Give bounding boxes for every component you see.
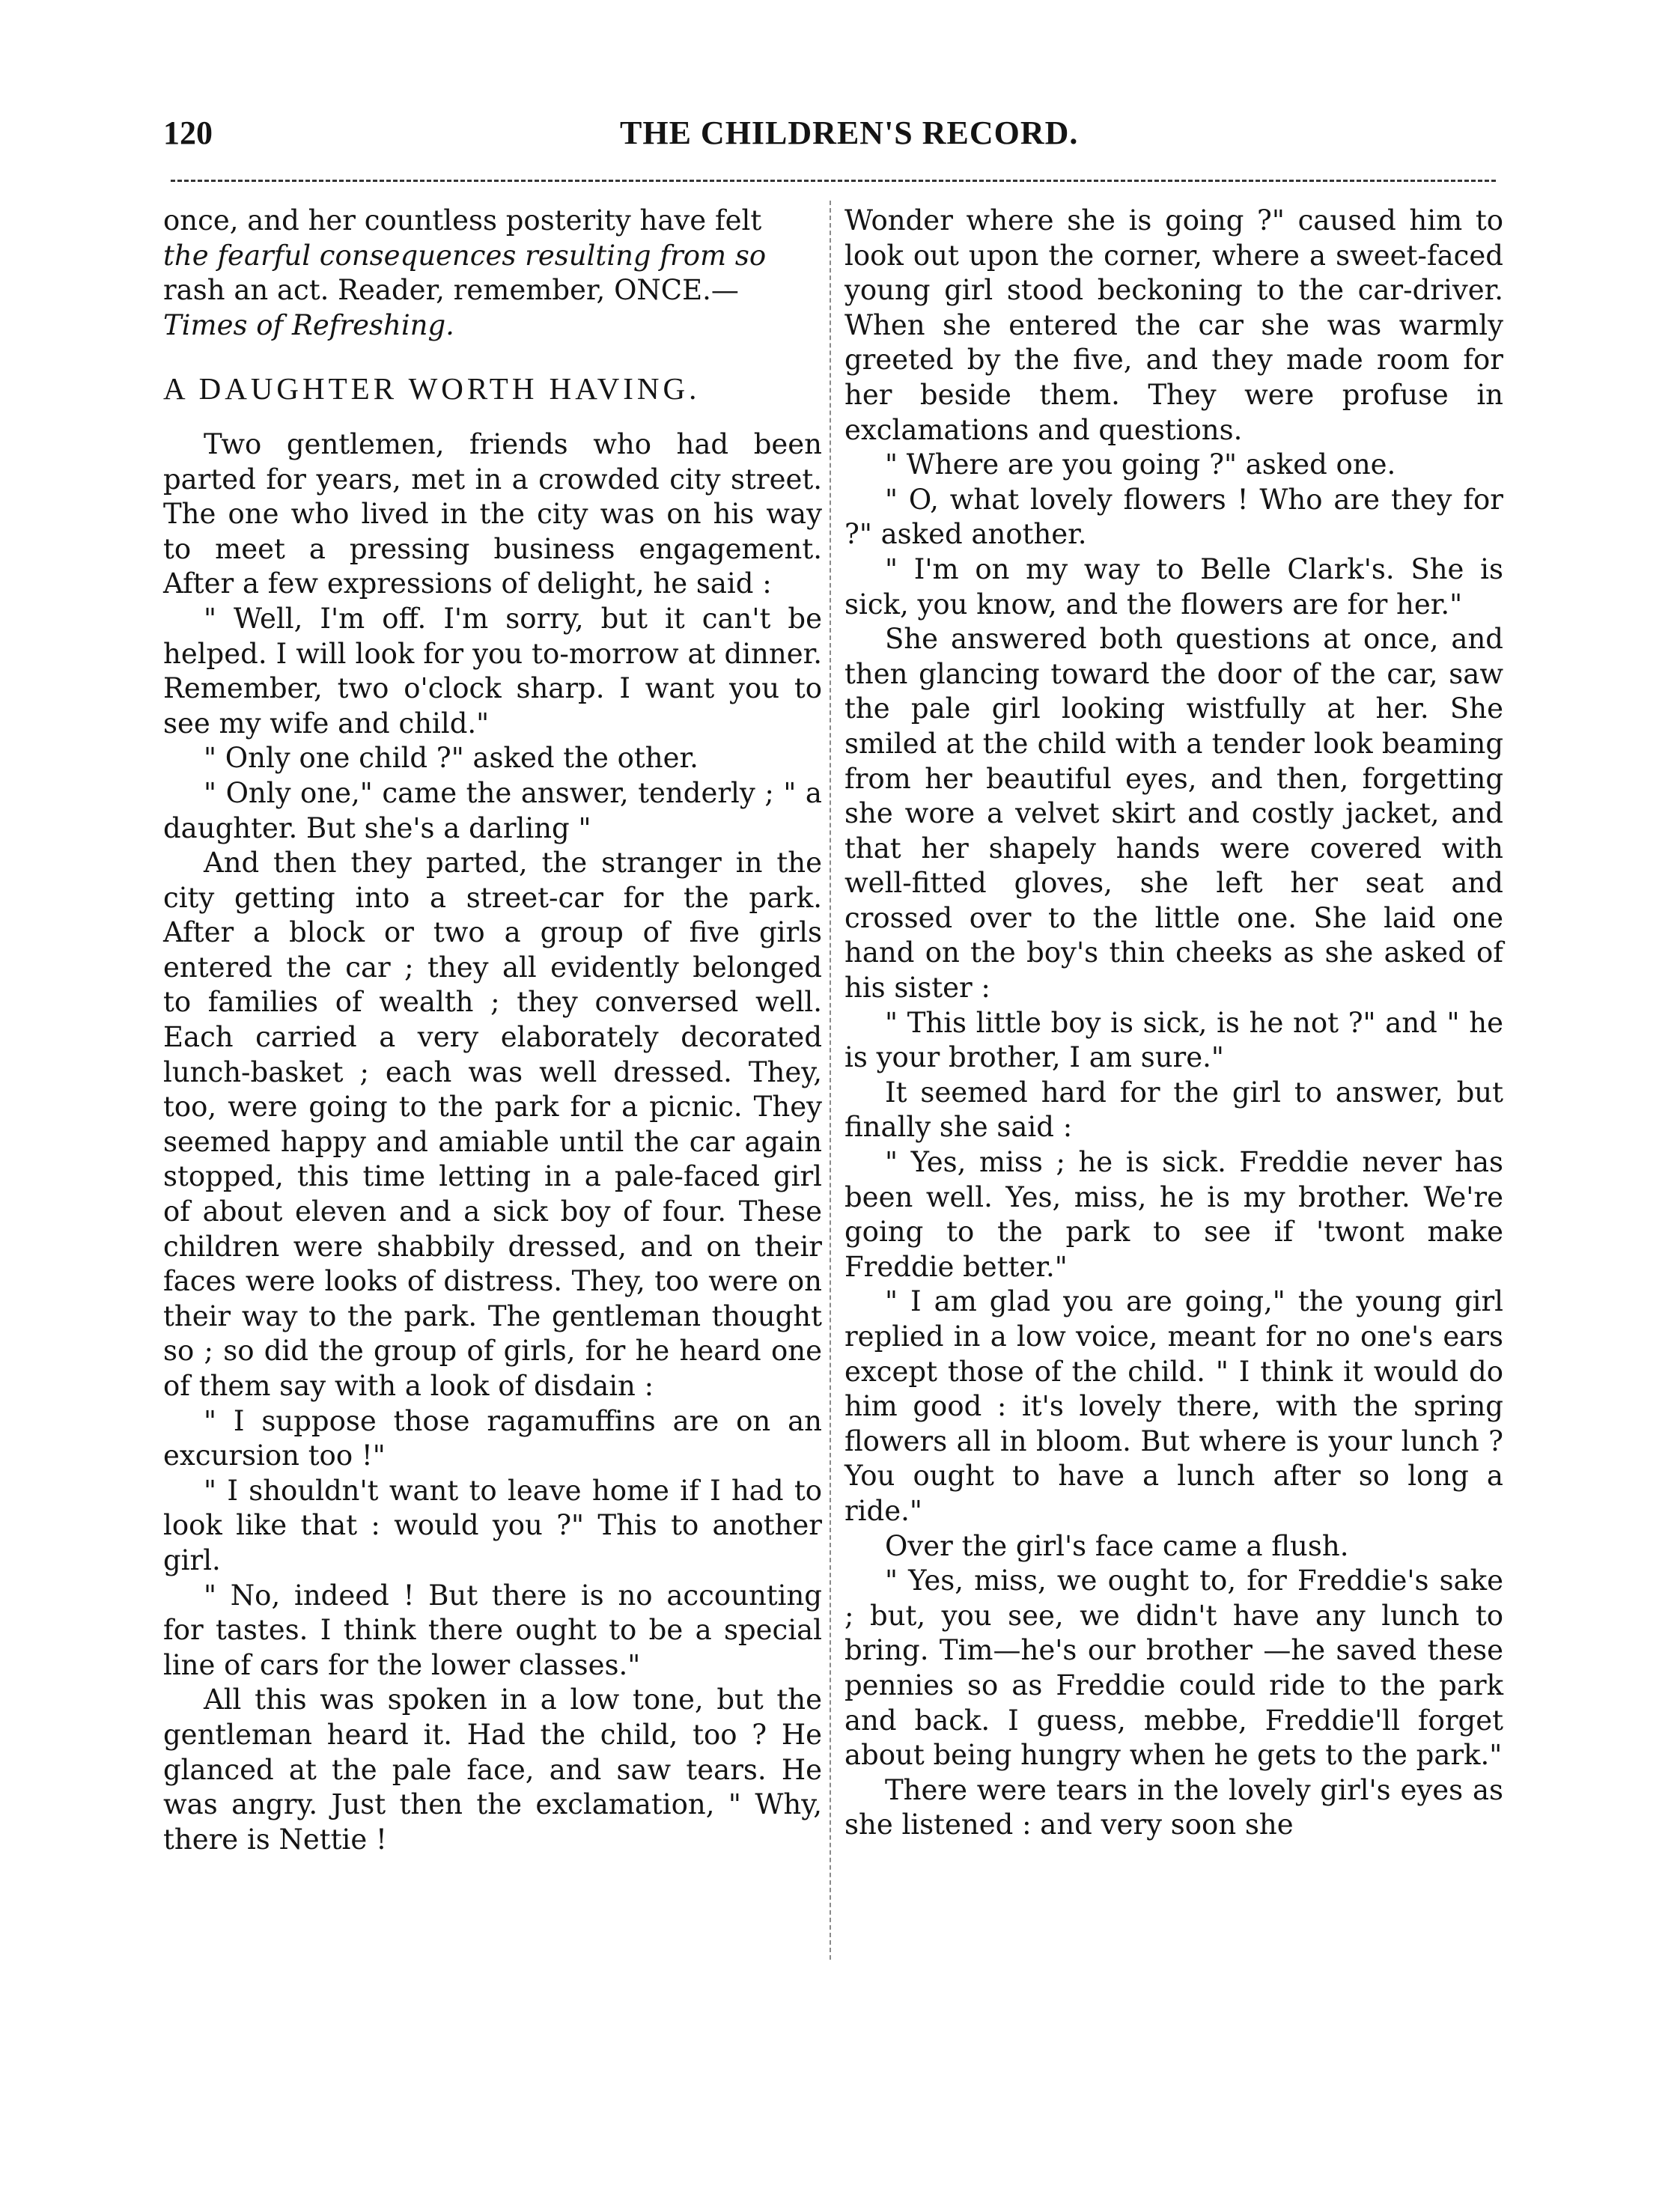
intro-line: rash an act. Reader, remember, ONCE.— bbox=[163, 274, 739, 307]
paragraph: " I suppose those ragamuffins are on an excursion too !" bbox=[163, 1404, 822, 1472]
paragraph: She answered both questions at once, and then glancing toward the door of the car, saw the pale girl looking wistfully at her. She smiled at the child with a tender look beaming from her beautiful eyes, and then, forgetting she wore a velvet skirt and costly jacket, and that her shapely hands were covered with well-fitted gloves, she left her seat and crossed over to the little one. She laid one hand on the boy's thin cheeks as she asked of his sister : bbox=[844, 623, 1503, 1005]
paragraph: " I'm on my way to Belle Clark's. She is sick, you know, and the flowers are for her." bbox=[844, 552, 1503, 621]
page-header bbox=[163, 114, 1496, 159]
intro-line: once, and her countless posterity have felt bbox=[163, 204, 762, 237]
paragraph: All this was spoken in a low tone, but the gentleman heard it. Had the child, too ? He glanced at the pale face, and saw tears. He was angry. Just then the exclamation, " Why, there is Nettie ! bbox=[163, 1683, 822, 1856]
paragraph: " O, what lovely flowers ! Who are they for ?" asked another. bbox=[844, 483, 1503, 551]
paragraph: " Where are you going ?" asked one. bbox=[885, 448, 1396, 481]
paragraph: " This little boy is sick, is he not ?" and " he is your brother, I am sure." bbox=[844, 1006, 1503, 1074]
paragraph: It seemed hard for the girl to answer, but finally she said : bbox=[844, 1076, 1503, 1144]
running-title: THE CHILDREN'S RECORD. bbox=[620, 115, 1079, 151]
paragraph: Over the girl's face came a flush. bbox=[885, 1529, 1349, 1562]
right-column bbox=[844, 204, 1503, 1843]
paragraph: " No, indeed ! But there is no accounting for tastes. I think there ought to be a special line of cars for the lower classes." bbox=[163, 1579, 822, 1681]
paragraph: Two gentlemen, friends who had been parted for years, met in a crowded city street. The one who lived in the city was on his way to meet a pressing business engagement. After a few expressions of delight, he said : bbox=[163, 427, 822, 600]
paragraph: " Well, I'm off. I'm sorry, but it can't be helped. I will look for you to-morrow at dinner. Remember, two o'clock sharp. I want you to see my wife and child." bbox=[163, 602, 822, 740]
paragraph: " I shouldn't want to leave home if I had to look like that : would you ?" This to another girl. bbox=[163, 1474, 822, 1576]
paragraph: " Yes, miss ; he is sick. Freddie never has been well. Yes, miss, he is my brother. We're going to the park to see if 'twont make Freddie better." bbox=[844, 1146, 1503, 1283]
paragraph: There were tears in the lovely girl's eyes as she listened : and very soon she bbox=[844, 1773, 1503, 1841]
intro-line: the fearful consequences resulting from so bbox=[163, 239, 767, 272]
source-credit: Times of Refreshing. bbox=[163, 308, 454, 341]
paragraph: Wonder where she is going ?" caused him to look out upon the corner, where a sweet-faced young girl stood beckoning to the car-driver. When she entered the car she was warmly greeted by the five, and they made room for her beside them. They were profuse in exclamations and questions. bbox=[844, 204, 1503, 446]
paragraph: " Only one child ?" asked the other. bbox=[204, 742, 699, 775]
page-number: 120 bbox=[163, 115, 213, 151]
header-rule bbox=[171, 180, 1496, 182]
left-column bbox=[163, 204, 822, 1857]
article-title: A DAUGHTER WORTH HAVING. bbox=[163, 371, 701, 406]
paragraph: And then they parted, the stranger in the city getting into a street-car for the park. After a block or two a group of five girls entered the car ; they all evidently belonged to families of wealth ; they conversed well. Each carried a very elaborately decorated lunch-basket ; each was well dressed. They, too, were going to the park for a picnic. They seemed happy and amiable until the car again stopped, this time letting in a pale-faced girl of about eleven and a sick boy of four. These children were shabbily dressed, and on their faces were looks of distress. They, too were on their way to the park. The gentleman thought so ; so did the group of girls, for he heard one of them say with a look of disdain : bbox=[163, 847, 822, 1402]
paragraph: " Yes, miss, we ought to, for Freddie's sake ; but, you see, we didn't have any lunch to bring. Tim—he's our brother —he saved these pennies so as Freddie could ride to the park and back. I guess, mebbe, Freddie'll forget about being hungry when he gets to the park." bbox=[844, 1564, 1503, 1772]
paragraph: " I am glad you are going," the young girl replied in a low voice, meant for no one's ears except those of the child. " I think it would do him good : it's lovely there, with the spring flowers all in bloom. But where is your lunch ? You ought to have a lunch after so long a ride." bbox=[844, 1285, 1503, 1527]
paragraph: " Only one," came the answer, tenderly ; " a daughter. But she's a darling " bbox=[163, 776, 822, 844]
column-divider bbox=[830, 201, 831, 1960]
